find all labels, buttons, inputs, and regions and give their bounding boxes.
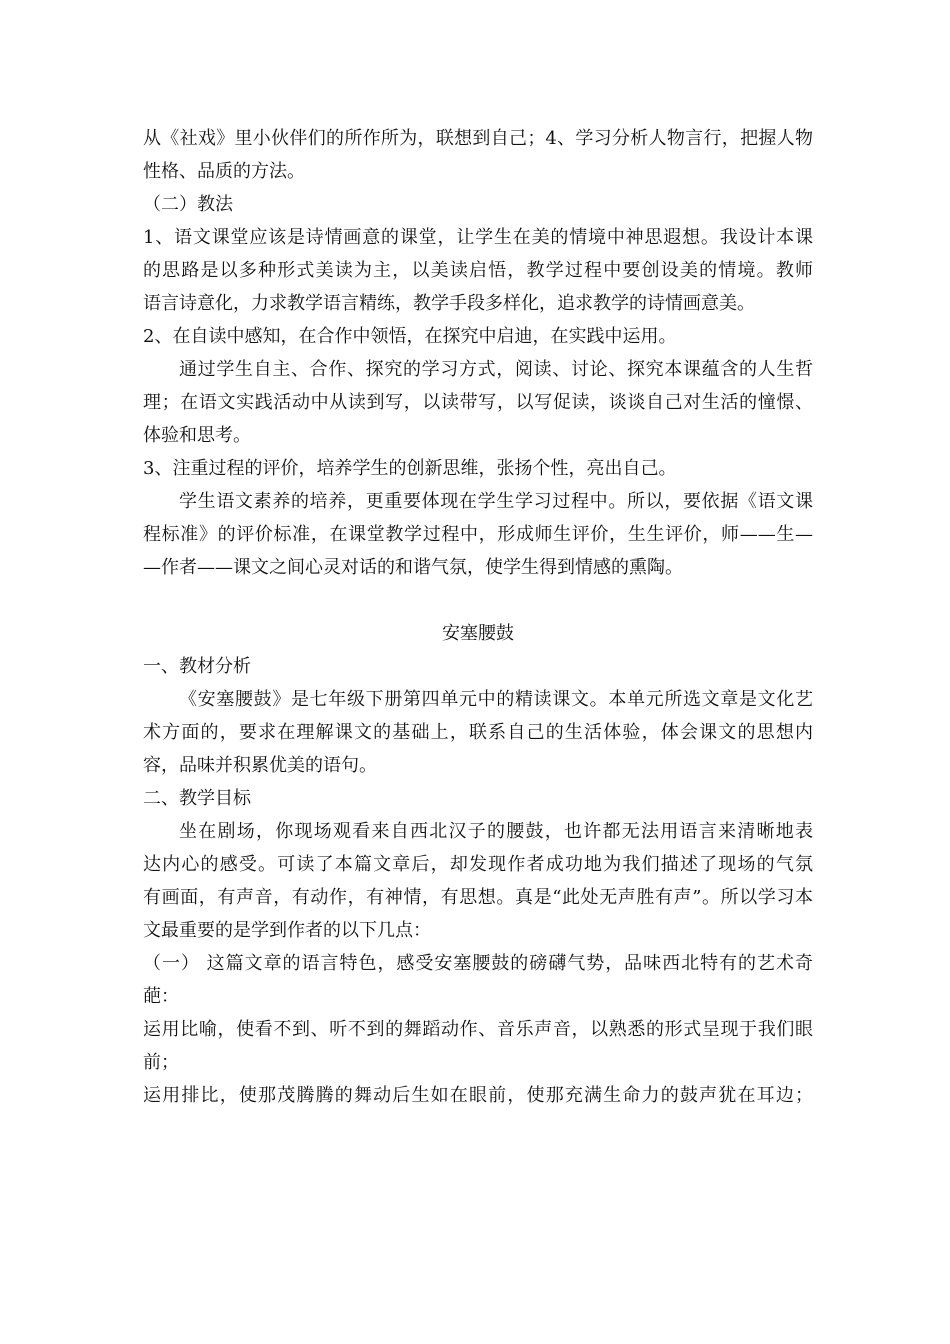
text-line: 3、注重过程的评价，培养学生的创新思维，张扬个性，亮出自己。 [143,458,677,479]
text-line: 前； [143,1052,179,1073]
text-line: 2、在自读中感知，在合作中领悟，在探究中启迪，在实践中运用。 [143,326,677,347]
blank-line [143,584,813,617]
text-line: 葩： [143,986,179,1007]
text-line: 语言诗意化，力求教学语言精练，教学手段多样化，追求教学的诗情画意美。 [143,293,755,314]
section-heading: 一、教材分析 [143,656,251,677]
text-line: 文最重要的是学到作者的以下几点： [143,920,431,941]
text-line: 程标准》的评价标准，在课堂教学过程中，形成师生评价，生生评价，师——生— [143,524,813,545]
text-line: 容，品味并积累优美的语句。 [143,755,377,776]
text-line: 学生语文素养的培养，更重要体现在学生学习过程中。所以，要依据《语文课 [179,491,813,512]
section-heading: （二）教法 [143,194,233,215]
text-line: —作者——课文之间心灵对话的和谐气氛，使学生得到情感的熏陶。 [143,557,683,578]
text-line: 体验和思考。 [143,425,251,446]
text-line: 有画面，有声音，有动作，有神情，有思想。真是“此处无声胜有声”。所以学习本 [143,887,813,908]
document-body [143,122,813,1112]
text-line: 运用排比，使那茂腾腾的舞动后生如在眼前，使那充满生命力的鼓声犹在耳边； [143,1085,813,1106]
text-line: 理；在语文实践活动中从读到写，以读带写，以写促读，谈谈自己对生活的憧憬、 [143,392,813,413]
text-line: 1、语文课堂应该是诗情画意的课堂，让学生在美的情境中神思遐想。我设计本课 [143,227,813,248]
text-line: （一） 这篇文章的语言特色，感受安塞腰鼓的磅礴气势，品味西北特有的艺术奇 [143,953,813,974]
text-line: 术方面的，要求在理解课文的基础上，联系自己的生活体验，体会课文的思想内 [143,722,813,743]
section-heading: 二、教学目标 [143,788,251,809]
text-line: 运用比喻，使看不到、听不到的舞蹈动作、音乐声音，以熟悉的形式呈现于我们眼 [143,1019,813,1040]
text-line: 通过学生自主、合作、探究的学习方式，阅读、讨论、探究本课蕴含的人生哲 [179,359,813,380]
text-line: 坐在剧场，你现场观看来自西北汉子的腰鼓，也许都无法用语言来清晰地表 [179,821,813,842]
text-line: 的思路是以多种形式美读为主，以美读启悟，教学过程中要创设美的情境。教师 [143,260,813,281]
text-line: 性格、品质的方法。 [143,161,305,182]
text-line: 达内心的感受。可读了本篇文章后，却发现作者成功地为我们描述了现场的气氛 [143,854,813,875]
text-line: 从《社戏》里小伙伴们的所作所为，联想到自己；4、学习分析人物言行，把握人物 [143,128,813,149]
article-title: 安塞腰鼓 [442,623,514,644]
text-line: 《安塞腰鼓》是七年级下册第四单元中的精读课文。本单元所选文章是文化艺 [179,689,813,710]
